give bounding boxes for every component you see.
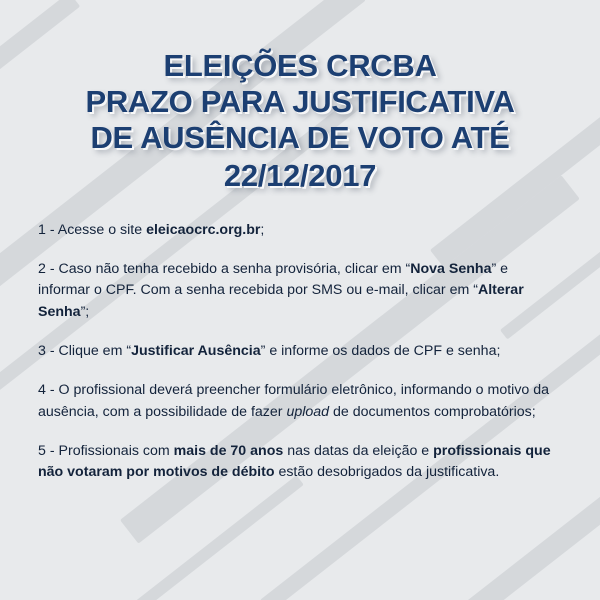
step-text-tail: ” e informe os dados de CPF e senha; xyxy=(260,343,501,359)
title-line-2: PRAZO PARA JUSTIFICATIVA xyxy=(85,83,515,119)
justificar-ausencia-label: Justificar Ausência xyxy=(131,343,261,359)
debt-exemption-label: profissionais que não votaram por motivos de débito xyxy=(38,442,551,481)
step-text: O profissional deverá preencher formulário eletrônico, informando o motivo da ausência, com a possibilidade de fazer xyxy=(38,382,550,420)
deadline-date: 22/12/2017 xyxy=(223,157,377,193)
alterar-senha-label: Alterar Senha xyxy=(38,282,524,320)
list-item xyxy=(34,341,566,362)
site-url: eleicaocrc.org.br xyxy=(146,221,261,238)
step-text-tail: estão desobrigados da justificativa. xyxy=(274,464,500,481)
list-item xyxy=(34,380,566,423)
step-number: 3 - xyxy=(38,343,55,359)
list-item xyxy=(34,220,566,241)
step-text: Profissionais com xyxy=(58,442,174,459)
title-line-3: DE AUSÊNCIA DE VOTO ATÉ xyxy=(90,119,510,155)
step-number: 4 - xyxy=(38,382,55,399)
age-exemption-label: mais de 70 anos xyxy=(173,442,284,459)
step-number: 2 - xyxy=(38,261,55,278)
step-text-tail: ; xyxy=(260,221,265,238)
step-text-tail: de documentos comprobatórios; xyxy=(329,403,536,420)
nova-senha-label: Nova Senha xyxy=(410,261,492,278)
step-text-tail: ”; xyxy=(80,303,90,320)
step-text: Clique em “ xyxy=(58,343,132,359)
step-text: Acesse o site xyxy=(57,221,143,238)
list-item xyxy=(34,441,566,484)
step-number: 5 - xyxy=(38,442,55,459)
step-number: 1 - xyxy=(38,221,55,238)
title-line-1: ELEIÇÕES CRCBA xyxy=(163,48,437,83)
upload-word: upload xyxy=(286,403,330,420)
poster-title xyxy=(34,0,566,194)
step-text: nas datas da eleição e xyxy=(283,442,434,459)
step-text: ” e informar o CPF. Com a senha recebida por SMS ou e-mail, clicar em “ xyxy=(38,261,509,299)
instruction-list xyxy=(34,220,566,484)
list-item xyxy=(34,259,566,323)
step-text: Caso não tenha recebido a senha provisória, clicar em “ xyxy=(58,261,411,278)
